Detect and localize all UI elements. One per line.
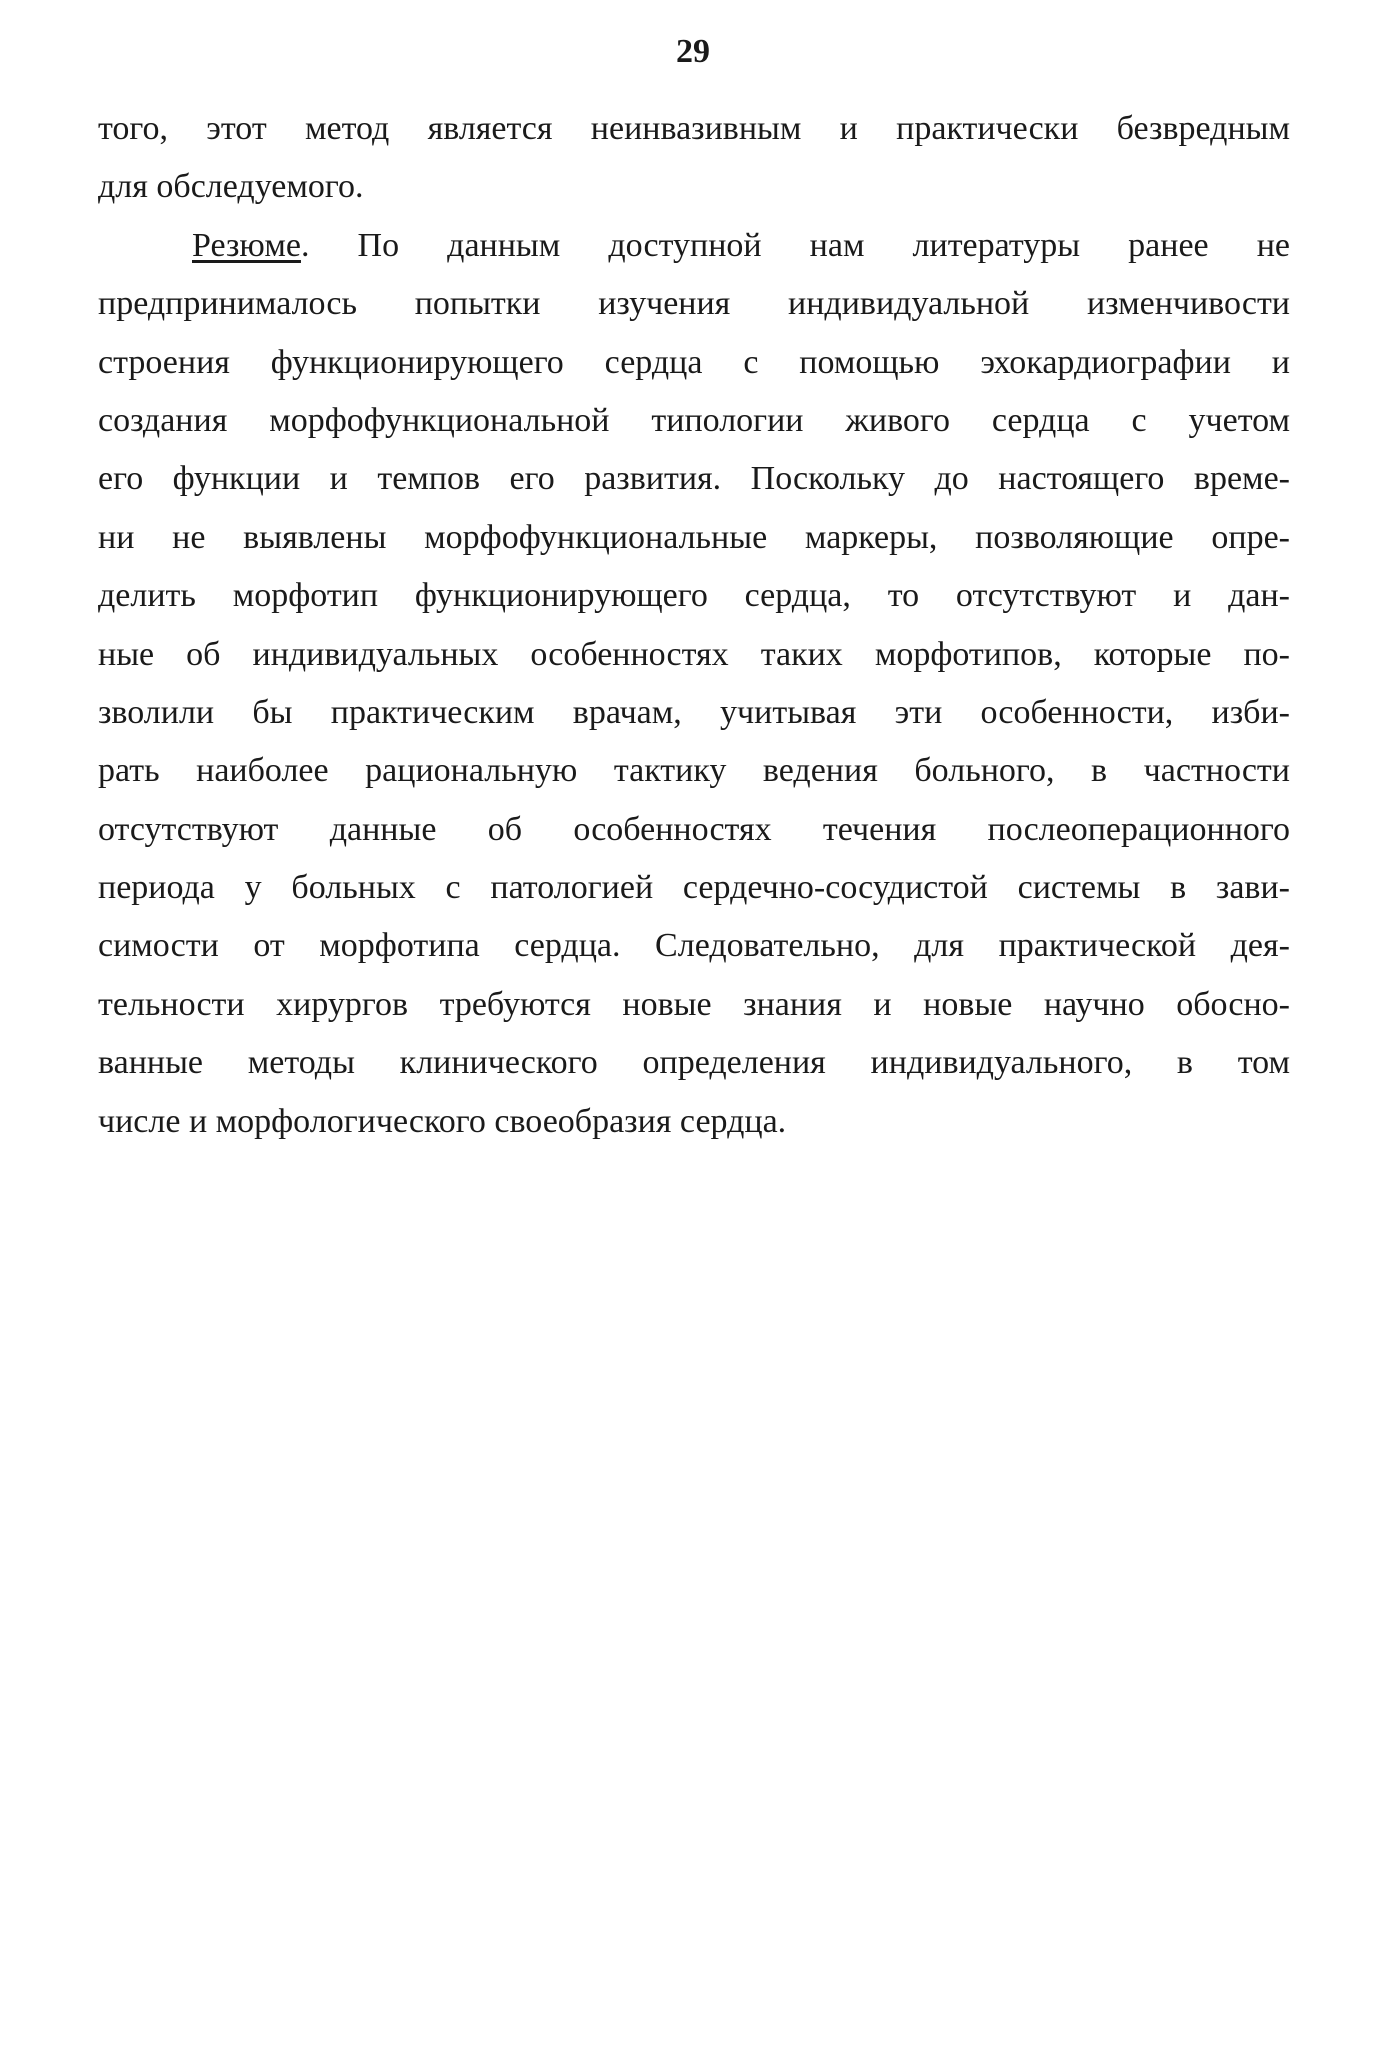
text-line: создания морфофункциональной типологии живого сердца с учетом <box>98 401 1290 439</box>
text-line: зволили бы практическим врачам, учитывая эти особенности, изби- <box>98 693 1290 731</box>
text-line: тельности хирургов требуются новые знания и новые научно обосно- <box>98 985 1290 1023</box>
text-line: ные об индивидуальных особенностях таких морфотипов, которые по- <box>98 635 1290 673</box>
text-line: делить морфотип функционирующего сердца, то отсутствуют и дан- <box>98 577 1290 615</box>
text-line: ванные методы клинического определения индивидуального, в том <box>98 1044 1290 1082</box>
text-line: для обследуемого. <box>98 168 364 206</box>
text-line: строения функционирующего сердца с помощью эхокардиографии и <box>98 343 1290 381</box>
text-line: ни не выявлены морфофункциональные маркеры, позволяющие опре- <box>98 518 1290 556</box>
text-line: того, этот метод является неинвазивным и практически безвредным <box>98 110 1290 147</box>
text-line: его функции и темпов его развития. Поскольку до настоящего време- <box>98 460 1290 498</box>
text-line: числе и морфологического своеобразия сердца. <box>98 1102 787 1140</box>
resume-heading-rest: . По данным доступной нам литературы ранее не <box>300 226 1290 264</box>
text-line: отсутствуют данные об особенностях течения послеоперационного <box>98 810 1290 848</box>
text-line: рать наиболее рациональную тактику ведения больного, в частности <box>98 752 1290 790</box>
text-line: симости от морфотипа сердца. Следовательно, для практической дея- <box>98 927 1290 965</box>
text-line: предпринималось попытки изучения индивидуальной изменчивости <box>98 285 1290 323</box>
page-number: 29 <box>676 33 710 70</box>
body-text <box>98 100 1290 1151</box>
text-line: периода у больных с патологией сердечно-сосудистой системы в зави- <box>98 869 1290 907</box>
resume-heading: Резюме <box>192 226 301 264</box>
resume-first-line <box>98 217 1290 275</box>
